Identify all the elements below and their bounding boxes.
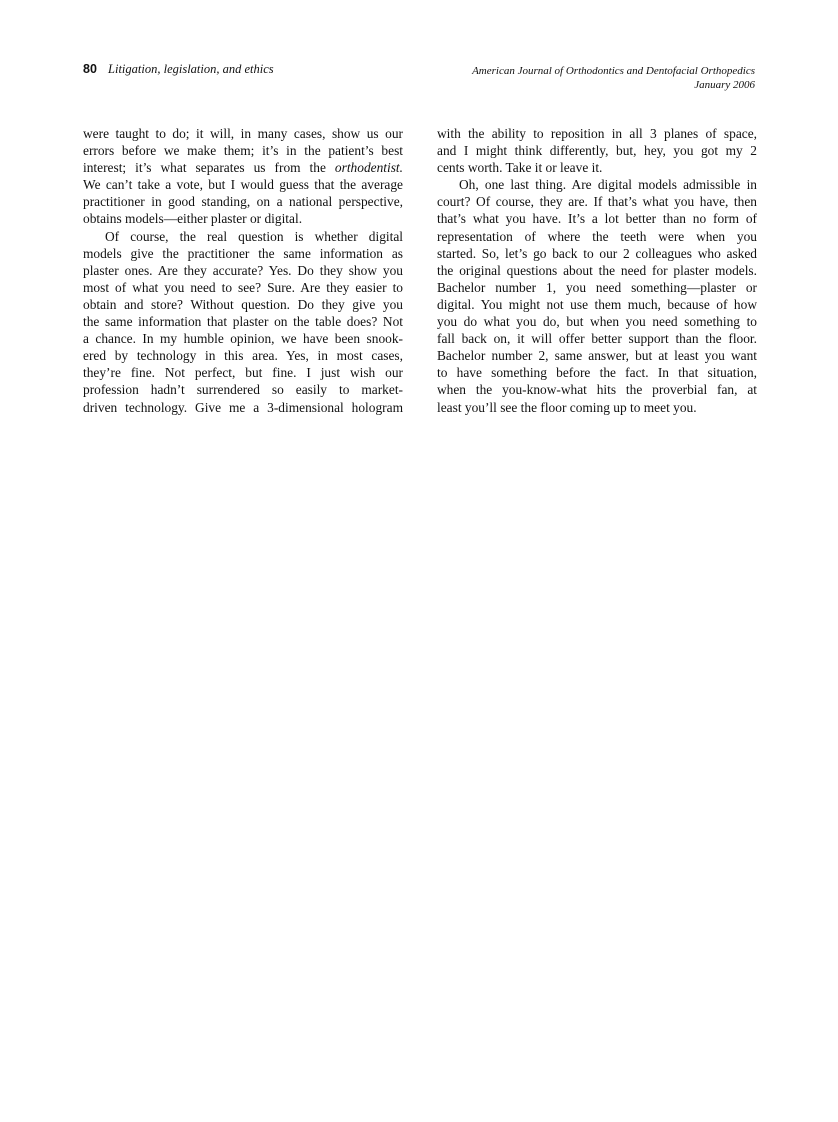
text-line	[437, 279, 757, 296]
text-line	[83, 159, 403, 176]
line-text: errors before we make them; it’s in the patient’s best	[83, 143, 403, 159]
line-text: you do what you do, but when you need something to	[437, 314, 757, 330]
running-header-right	[472, 64, 755, 92]
line-text: started. So, let’s go back to our 2 colleagues who asked	[437, 245, 757, 261]
text-line	[83, 399, 403, 416]
line-text: practitioner in good standing, on a national perspective,	[83, 194, 403, 210]
text-line	[83, 330, 403, 347]
text-line	[437, 262, 757, 279]
text-line	[437, 330, 757, 347]
text-line	[83, 210, 403, 227]
text-line	[83, 364, 403, 381]
line-text: obtain and store? Without question. Do they give you	[83, 296, 403, 312]
line-text: plaster ones. Are they accurate? Yes. Do they show you	[83, 262, 403, 278]
line-text: to have something before the fact. In that situation,	[437, 365, 757, 381]
line-text: Oh, one last thing. Are digital models admissible in	[459, 177, 757, 193]
text-line	[437, 364, 757, 381]
line-text: the same information that plaster on the table does? Not	[83, 314, 403, 330]
text-line	[437, 176, 757, 193]
line-text: court? Of course, they are. If that’s what you have, then	[437, 194, 757, 210]
text-line	[437, 159, 757, 176]
text-column-left	[83, 125, 403, 416]
text-line	[437, 381, 757, 398]
italic-text: orthodentist.	[334, 160, 403, 176]
line-text: with the ability to reposition in all 3 planes of space,	[437, 126, 757, 141]
line-text: ered by technology in this area. Yes, in most cases,	[83, 348, 403, 364]
text-line	[83, 125, 403, 142]
line-text: cents worth. Take it or leave it.	[437, 160, 603, 176]
line-text: digital. You might not use them much, because of how	[437, 296, 757, 312]
line-text: models give the practitioner the same information as	[83, 245, 403, 261]
line-text: most of what you need to see? Sure. Are they easier to	[83, 279, 403, 295]
text-line	[83, 262, 403, 279]
text-column-right	[437, 125, 757, 416]
line-text: the original questions about the need for plaster models.	[437, 262, 757, 278]
line-text: obtains models—either plaster or digital.	[83, 211, 303, 227]
line-text: fall back on, it will offer better support than the floor.	[437, 331, 757, 347]
line-text: Bachelor number 1, you need something—plaster or	[437, 279, 757, 295]
text-line	[437, 193, 757, 210]
line-text: driven technology. Give me a 3-dimensional hologram	[83, 399, 403, 415]
text-line	[437, 399, 757, 416]
text-line	[83, 381, 403, 398]
text-line	[437, 142, 757, 159]
line-text: Of course, the real question is whether digital	[105, 228, 403, 244]
line-text: were taught to do; it will, in many cases, show us our	[83, 126, 403, 141]
text-line	[437, 228, 757, 245]
line-text: interest; it’s what separates us from the	[83, 160, 335, 176]
line-text: they’re fine. Not perfect, but fine. I just wish our	[83, 365, 403, 381]
text-line	[437, 296, 757, 313]
line-text: that’s what you have. It’s a lot better than no form of	[437, 211, 757, 227]
text-line	[83, 193, 403, 210]
line-text: least you’ll see the floor coming up to meet you.	[437, 399, 697, 415]
text-line	[83, 228, 403, 245]
line-text: representation of where the teeth were when you	[437, 228, 757, 244]
text-line	[83, 142, 403, 159]
text-line	[83, 296, 403, 313]
page-number: 80	[83, 62, 97, 76]
line-text: and I might think differently, but, hey, you got my 2	[437, 143, 757, 159]
text-line	[437, 313, 757, 330]
text-line	[437, 125, 757, 142]
text-line	[83, 313, 403, 330]
text-line	[83, 245, 403, 262]
issue-date: January 2006	[694, 79, 755, 91]
line-text: We can’t take a vote, but I would guess that the average	[83, 177, 403, 193]
text-line	[83, 347, 403, 364]
text-line	[437, 347, 757, 364]
journal-title: American Journal of Orthodontics and Dentofacial Orthopedics	[472, 65, 755, 77]
line-text: Bachelor number 2, same answer, but at least you want	[437, 348, 757, 364]
line-text: when the you-know-what hits the proverbial fan, at	[437, 382, 757, 398]
line-text: profession hadn’t surrendered so easily to market-	[83, 382, 403, 398]
text-line	[437, 245, 757, 262]
line-text: a chance. In my humble opinion, we have been snook-	[83, 331, 403, 347]
running-header-left	[83, 62, 274, 77]
text-line	[437, 210, 757, 227]
section-title: Litigation, legislation, and ethics	[108, 62, 274, 76]
text-line	[83, 176, 403, 193]
text-line	[83, 279, 403, 296]
